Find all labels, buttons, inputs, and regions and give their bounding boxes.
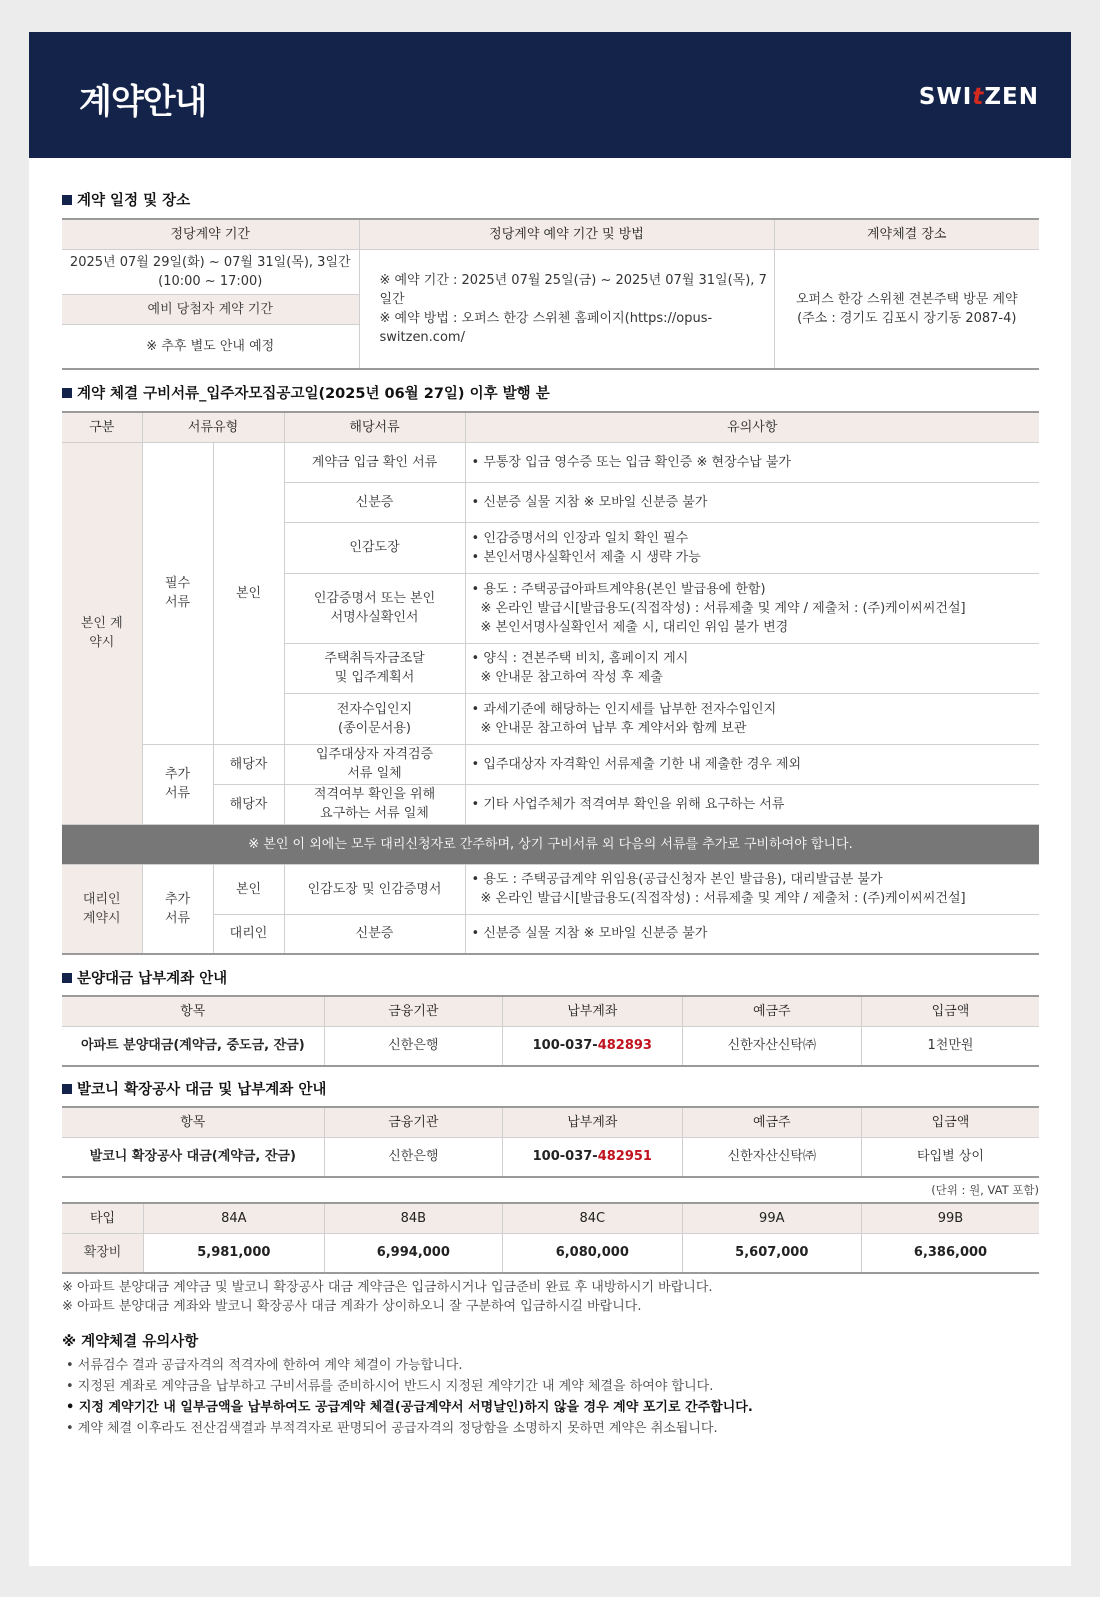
col-header: 납부계좌 (503, 996, 682, 1026)
col-header: 납부계좌 (503, 1107, 682, 1137)
proxy-label: 대리인 (213, 914, 284, 954)
col-header: 금융기관 (324, 1107, 502, 1137)
unit-note: (단위 : 원, VAT 포함) (931, 1183, 1039, 1197)
self-contract-group (62, 442, 142, 824)
self-label: 본인 (213, 442, 284, 744)
square-bullet-icon (62, 973, 72, 983)
note-line: • 인감증명서의 인장과 일치 확인 필수 (471, 530, 689, 546)
doc-name-text: 적격여부 확인을 위해 요구하는 서류 일체 (313, 787, 436, 821)
account-owner: 신한자산신탁㈜ (682, 1026, 861, 1066)
note-line: ※ 안내문 참고하여 작성 후 제출 (480, 670, 663, 685)
note-line: • 기타 사업주체가 적격여부 확인을 위해 요구하는 서류 (471, 796, 785, 812)
caution-item: • 서류검수 결과 공급자격의 적격자에 한하여 계약 체결이 가능합니다. (66, 1358, 463, 1373)
section-title-documents (62, 383, 1039, 405)
square-bullet-icon (62, 1084, 72, 1094)
col-header: 구분 (62, 412, 142, 442)
header-banner (29, 32, 1071, 158)
footnote: ※ 아파트 분양대금 계약금 및 발코니 확장공사 대금 계약금은 입금하시거나 입금준비 완료 후 내방하시기 바랍니다. (62, 1280, 713, 1295)
deposit-amount: 1천만원 (862, 1026, 1039, 1066)
logo-text-t: t (972, 84, 985, 110)
period-line: 2025년 07월 29일(화) ~ 07월 31일(목), 3일간 (69, 254, 351, 270)
reserve-period-header: 예비 당첨자 계약 기간 (62, 294, 359, 324)
note-line: ※ 안내문 참고하여 납부 후 계약서와 함께 보관 (480, 720, 747, 736)
doc-name: 인감도장 (284, 522, 465, 573)
place-name: 오퍼스 한강 스위첸 견본주택 방문 계약 (795, 291, 1018, 307)
place-address: (주소 : 경기도 김포시 장기동 2087-4) (797, 310, 1017, 326)
col-header: 입금액 (862, 1107, 1039, 1137)
reserve-period-note: ※ 추후 별도 안내 예정 (62, 324, 359, 369)
note-line: • 용도 : 주택공급계약 위임용(공급신청자 본인 발급용), 대리발급분 불가 (471, 872, 883, 887)
section-title-balcony (62, 1079, 1039, 1101)
cost-value: 6,080,000 (503, 1233, 682, 1273)
cost-value: 5,607,000 (682, 1233, 861, 1273)
account-suffix: 482951 (597, 1149, 652, 1165)
doc-name: 신분증 (284, 482, 465, 522)
note-line: • 양식 : 견본주택 비치, 홈페이지 게시 (471, 651, 689, 666)
doc-note (465, 693, 1039, 744)
type-label: 추가 서류 (164, 891, 191, 926)
logo-text-a: SWI (918, 84, 973, 110)
section-title-text: 분양대금 납부계좌 안내 (77, 971, 228, 987)
account-owner: 신한자산신탁㈜ (682, 1137, 861, 1177)
note-line: ※ 본인서명사실확인서 제출 시, 대리인 위임 불가 변경 (480, 619, 789, 635)
section-title-text: 계약 일정 및 장소 (77, 193, 191, 209)
col-header: 항목 (62, 1107, 324, 1137)
switzen-logo (919, 84, 1039, 110)
col-header: 예금주 (682, 996, 861, 1026)
contract-period (62, 249, 359, 294)
col-header: 정당계약 예약 기간 및 방법 (359, 219, 774, 249)
note-line: • 입주대상자 자격확인 서류제출 기한 내 제출한 경우 제외 (471, 756, 802, 772)
section-title-text: 발코니 확장공사 대금 및 납부계좌 안내 (77, 1082, 327, 1098)
caution-item: • 지정 계약기간 내 일부금액을 납부하여도 공급계약 체결(공급계약서 서명날인)하지 않을 경우 계약 포기로 간주합니다. (66, 1400, 753, 1415)
page-title: 계약안내 (79, 82, 207, 122)
doc-name (284, 573, 465, 643)
doc-name (284, 643, 465, 693)
doc-note (465, 784, 1039, 824)
col-header: 계약체결 장소 (774, 219, 1039, 249)
cost-value: 6,994,000 (324, 1233, 502, 1273)
account-prefix: 100-037- (532, 1038, 598, 1054)
bank-name: 신한은행 (324, 1026, 502, 1066)
type-header: 99B (862, 1203, 1039, 1233)
doc-name-text: 주택취득자금조달 및 입주계획서 (324, 651, 425, 685)
note-line: • 신분증 실물 지참 ※ 모바일 신분증 불가 (471, 926, 708, 942)
col-header: 예금주 (682, 1107, 861, 1137)
schedule-table (62, 218, 1039, 370)
account-suffix: 482893 (597, 1038, 652, 1054)
payment-table (62, 995, 1039, 1067)
col-header: 서류유형 (142, 412, 284, 442)
reservation-method-text: ※ 예약 방법 : 오퍼스 한강 스위첸 홈페이지(https://opus-switzen.com/ (379, 310, 713, 345)
note-line: ※ 온라인 발급시[발급용도(직접작성) : 서류제출 및 계약 / 제출처 : (주)케이씨씨건설] (480, 600, 966, 616)
footnote: ※ 아파트 분양대금 계좌와 발코니 확장공사 대금 계좌가 상이하오니 잘 구분하여 입금하시길 바랍니다. (62, 1299, 642, 1314)
doc-name (284, 784, 465, 824)
col-header: 항목 (62, 996, 324, 1026)
doc-note (465, 744, 1039, 784)
content (62, 190, 1039, 1439)
bank-name: 신한은행 (324, 1137, 502, 1177)
type-header: 84A (144, 1203, 325, 1233)
type-header: 84B (324, 1203, 502, 1233)
doc-note (465, 573, 1039, 643)
col-header: 유의사항 (465, 412, 1039, 442)
note-line: • 과세기준에 해당하는 인지세를 납부한 전자수입인지 (471, 701, 777, 717)
type-header: 99A (682, 1203, 861, 1233)
note-line: • 신분증 실물 지참 ※ 모바일 신분증 불가 (471, 494, 708, 510)
note-line: • 본인서명사실확인서 제출 시 생략 가능 (471, 549, 701, 565)
reservation-period: ※ 예약 기간 : 2025년 07월 25일(금) ~ 2025년 07월 31일(목), 7일간 (379, 272, 767, 307)
doc-note (465, 482, 1039, 522)
doc-name: 인감도장 및 인감증명서 (284, 864, 465, 914)
col-header: 해당서류 (284, 412, 465, 442)
col-header: 정당계약 기간 (62, 219, 359, 249)
account-number (503, 1137, 682, 1177)
section-title-payment (62, 968, 1039, 990)
section-title-schedule (62, 190, 1039, 212)
doc-name (284, 693, 465, 744)
doc-name-text: 인감증명서 또는 본인서명사실확인서 (313, 591, 436, 625)
doc-name-text: 전자수입인지 (종이문서용) (336, 701, 413, 736)
group-label: 대리인 계약시 (82, 891, 121, 926)
type-label: 추가 서류 (164, 767, 191, 801)
additional-docs-label (142, 744, 213, 824)
logo-text-b: ZEN (984, 84, 1039, 110)
proxy-additional-label (142, 864, 213, 954)
contract-place (774, 249, 1039, 369)
applicable-label: 해당자 (213, 744, 284, 784)
proxy-contract-group (62, 864, 142, 954)
note-line: • 용도 : 주택공급아파트계약용(본인 발급용에 한함) (471, 581, 766, 597)
caution-item: • 계약 체결 이후라도 전산검색결과 부적격자로 판명되어 공급자격의 정당함을 소명하지 못하면 계약은 취소됩니다. (66, 1421, 718, 1436)
note-line: • 무통장 입금 영수증 또는 입금 확인증 ※ 현장수납 불가 (471, 454, 791, 470)
reservation-method (359, 249, 774, 369)
documents-table (62, 411, 1039, 955)
doc-note (465, 864, 1039, 914)
required-docs-label (142, 442, 213, 744)
cost-value: 6,386,000 (862, 1233, 1039, 1273)
footnotes (62, 1278, 1039, 1316)
type-header: 84C (503, 1203, 682, 1233)
doc-note (465, 442, 1039, 482)
caution-item: • 지정된 계좌로 계약금을 납부하고 구비서류를 준비하시어 반드시 지정된 계약기간 내 계약 체결을 하여야 합니다. (66, 1379, 714, 1394)
caution-list (62, 1355, 1039, 1439)
section-title-text: 계약 체결 구비서류_입주자모집공고일(2025년 06월 27일) 이후 발행 분 (77, 386, 550, 402)
doc-note (465, 522, 1039, 573)
proxy-notice-banner: ※ 본인 이 외에는 모두 대리신청자로 간주하며, 상기 구비서류 외 다음의 서류를 추가로 구비하여야 합니다. (62, 824, 1039, 864)
proxy-self-label: 본인 (213, 864, 284, 914)
row-header: 확장비 (62, 1233, 144, 1273)
cost-value: 5,981,000 (144, 1233, 325, 1273)
payment-item: 아파트 분양대금(계약금, 중도금, 잔금) (62, 1026, 324, 1066)
col-header: 금융기관 (324, 996, 502, 1026)
caution-title: ※ 계약체결 유의사항 (62, 1334, 199, 1350)
account-number (503, 1026, 682, 1066)
square-bullet-icon (62, 195, 72, 205)
row-header: 타입 (62, 1203, 144, 1233)
group-label: 본인 계약시 (80, 616, 123, 650)
doc-name-text: 입주대상자 자격검증 서류 일체 (315, 747, 434, 781)
period-hours: (10:00 ~ 17:00) (158, 273, 263, 289)
doc-name: 계약금 입금 확인 서류 (284, 442, 465, 482)
col-header: 입금액 (862, 996, 1039, 1026)
balcony-cost-table (62, 1202, 1039, 1274)
type-label: 필수 서류 (164, 576, 191, 610)
doc-name: 신분증 (284, 914, 465, 954)
doc-name (284, 744, 465, 784)
square-bullet-icon (62, 388, 72, 398)
balcony-payment-table (62, 1106, 1039, 1178)
deposit-amount: 타입별 상이 (862, 1137, 1039, 1177)
doc-note (465, 643, 1039, 693)
note-line: ※ 온라인 발급시[발급용도(직접작성) : 서류제출 및 계약 / 제출처 : (주)케이씨씨건설] (480, 891, 966, 906)
document-sheet (29, 32, 1071, 1566)
applicable-label: 해당자 (213, 784, 284, 824)
account-prefix: 100-037- (532, 1149, 598, 1165)
payment-item: 발코니 확장공사 대금(계약금, 잔금) (62, 1137, 324, 1177)
doc-note (465, 914, 1039, 954)
